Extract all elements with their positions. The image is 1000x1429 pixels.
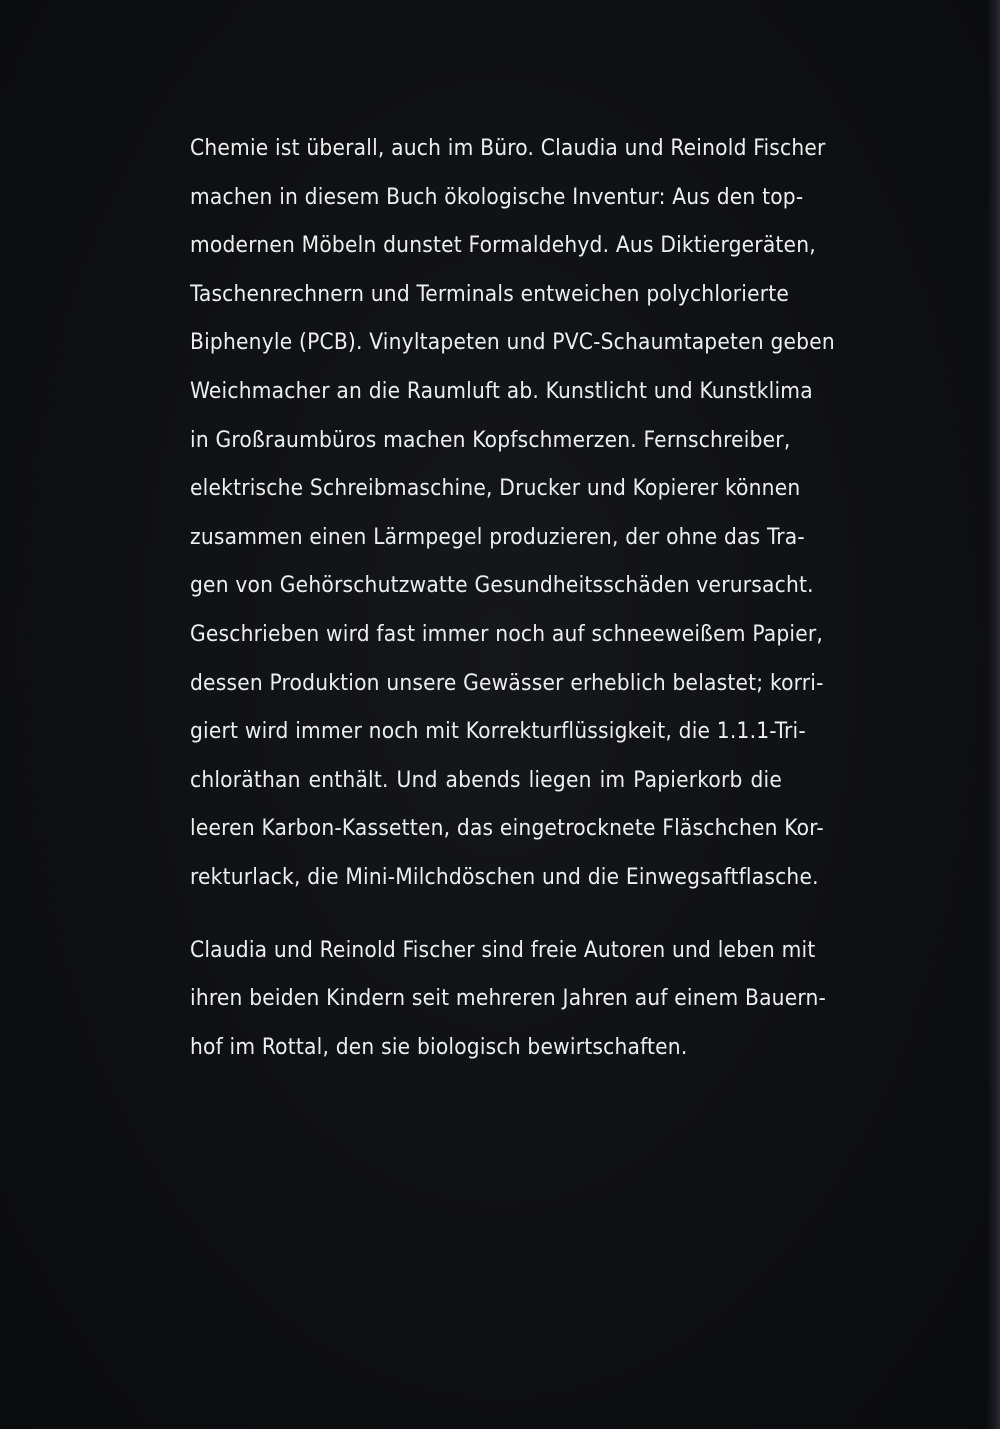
description-line: Weichmacher an die Raumluft ab. Kunstlicht und Kunstklima [190, 377, 813, 404]
description-line: rekturlack, die Mini-Milchdöschen und die Einwegsaftflasche. [190, 863, 819, 890]
description-line: modernen Möbeln dunstet Formaldehyd. Aus Diktiergeräten, [190, 232, 816, 259]
description-line: leeren Karbon-Kassetten, das eingetrocknete Fläschchen Kor- [190, 815, 824, 842]
description-line: in Großraumbüros machen Kopfschmerzen. Fernschreiber, [190, 426, 791, 453]
author-bio-paragraph [190, 926, 827, 1072]
blurb-text [190, 124, 835, 1071]
description-line: Taschenrechnern und Terminals entweichen polychlorierte [190, 280, 790, 307]
description-line: zusammen einen Lärmpegel produzieren, der ohne das Tra- [190, 523, 805, 550]
description-line: elektrische Schreibmaschine, Drucker und Kopierer können [190, 475, 801, 502]
author-bio-line: hof im Rottal, den sie biologisch bewirtschaften. [190, 1033, 688, 1060]
paragraph-spacer [190, 902, 782, 926]
description-line: gen von Gehörschutzwatte Gesundheitsschäden verursacht. [190, 572, 814, 599]
description-line: Chemie ist überall, auch im Büro. Claudia und Reinold Fischer [190, 135, 826, 161]
author-bio-line: Claudia und Reinold Fischer sind freie Autoren und leben mit [190, 936, 816, 963]
description-paragraph [190, 124, 835, 902]
description-line: machen in diesem Buch ökologische Inventur: Aus den top- [190, 183, 804, 210]
description-line: Geschrieben wird fast immer noch auf schneeweißem Papier, [190, 620, 824, 647]
spine-edge [986, 0, 1000, 1429]
description-line: Biphenyle (PCB). Vinyltapeten und PVC-Schaumtapeten geben [190, 329, 835, 356]
description-line: chloräthan enthält. Und abends liegen im Papierkorb die [190, 766, 782, 793]
author-bio-line: ihren beiden Kindern seit mehreren Jahren auf einem Bauern- [190, 985, 827, 1012]
description-line: dessen Produktion unsere Gewässer erheblich belastet; korri- [190, 669, 824, 696]
description-line: giert wird immer noch mit Korrekturflüssigkeit, die 1.1.1-Tri- [190, 718, 806, 745]
